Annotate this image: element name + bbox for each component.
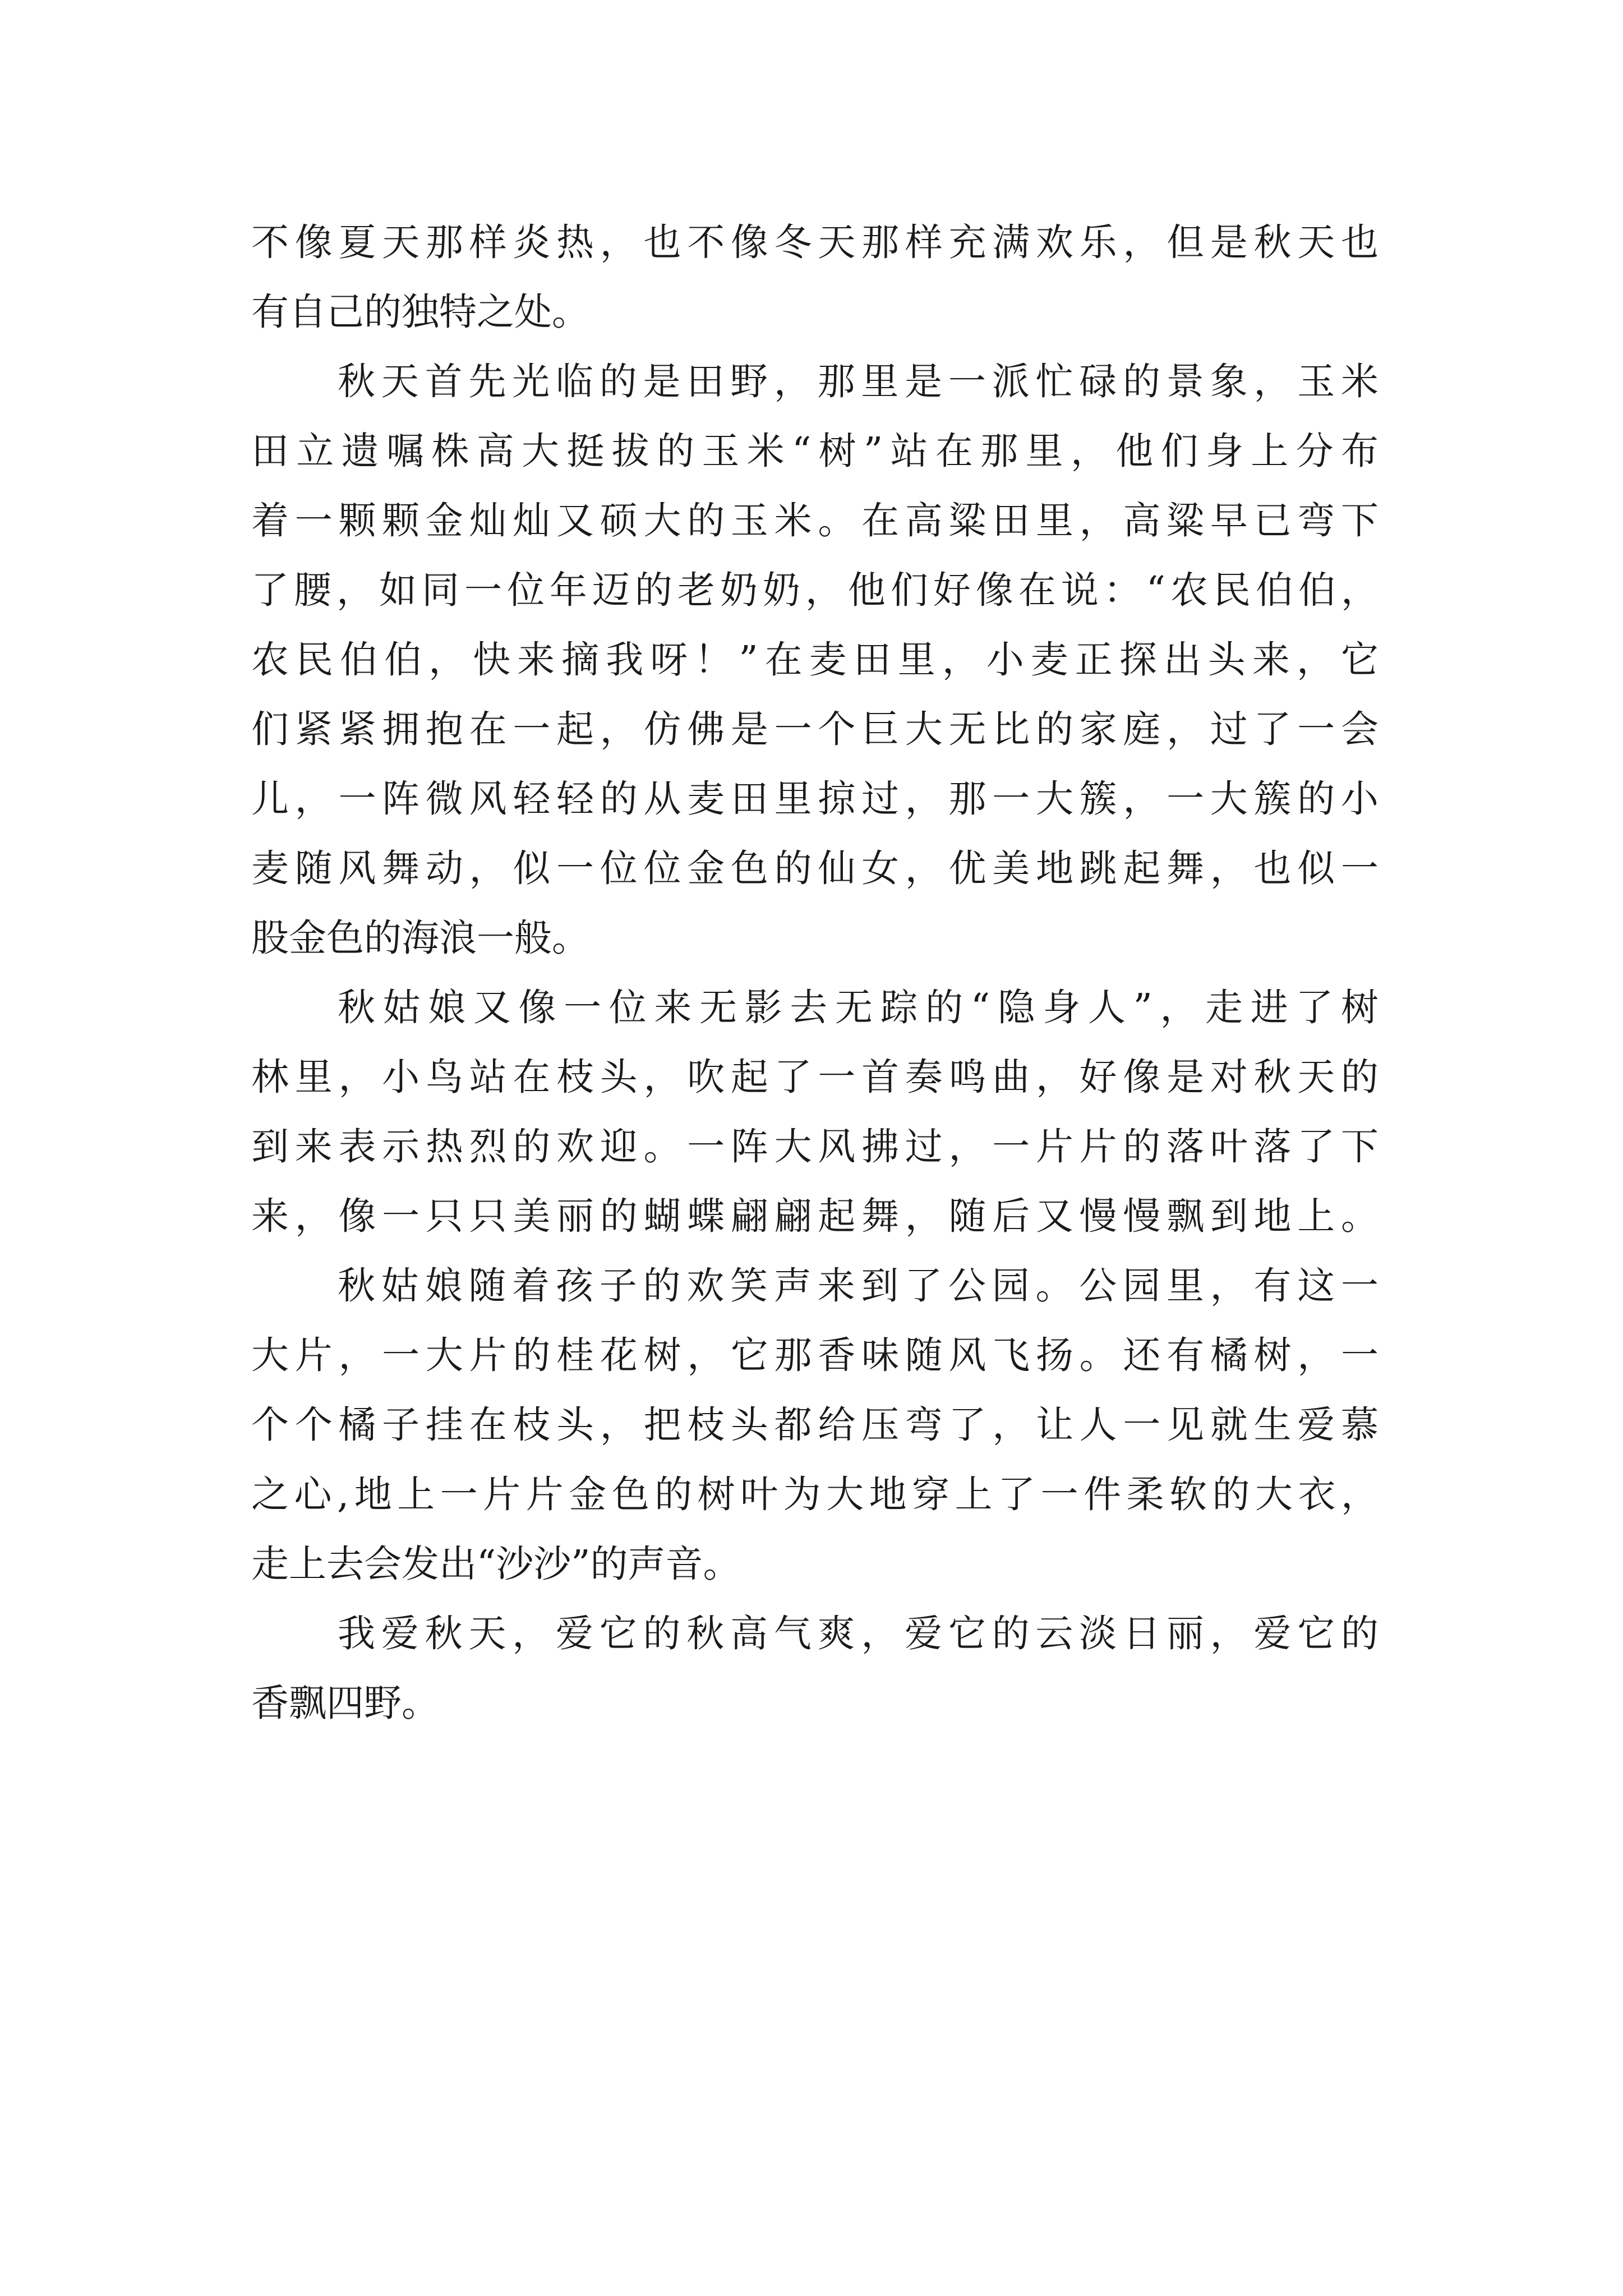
text-line: 有自己的独特之处。 [251, 290, 589, 334]
paragraph-4 [251, 1251, 1378, 1599]
text-line: 到来表示热烈的欢迎。一阵大风拂过，一片片的落叶落了下 [251, 1125, 1378, 1168]
text-line: 麦随风舞动，似一位位金色的仙女，优美地跳起舞，也似一 [251, 846, 1378, 890]
text-line: 大片，一大片的桂花树，它那香味随风飞扬。还有橘树，一 [251, 1333, 1378, 1377]
text-line: 们紧紧拥抱在一起，仿佛是一个巨大无比的家庭，过了一会 [251, 707, 1378, 751]
text-line: 我爱秋天，爱它的秋高气爽，爱它的云淡日丽，爱它的 [338, 1612, 1378, 1655]
text-line: 来，像一只只美丽的蝴蝶翩翩起舞，随后又慢慢飘到地上。 [251, 1194, 1378, 1238]
paragraph-2 [251, 347, 1378, 973]
paragraph-5 [251, 1599, 1378, 1738]
text-line: 秋天首先光临的是田野，那里是一派忙碌的景象，玉米 [338, 360, 1378, 403]
text-line: 之心,地上一片片金色的树叶为大地穿上了一件柔软的大衣， [251, 1473, 1378, 1516]
text-line: 香飘四野。 [251, 1681, 439, 1725]
text-line: 个个橘子挂在枝头，把枝头都给压弯了，让人一见就生爱慕 [251, 1403, 1378, 1447]
text-line: 着一颗颗金灿灿又硕大的玉米。在高粱田里，高粱早已弯下 [251, 499, 1378, 542]
text-line: 股金色的海浪一般。 [251, 916, 589, 960]
text-line: 了腰，如同一位年迈的老奶奶，他们好像在说：“农民伯伯， [251, 568, 1378, 612]
paragraph-1 [251, 208, 1378, 347]
text-line: 田立遗嘱株高大挺拔的玉米“树”站在那里，他们身上分布 [251, 429, 1378, 473]
text-line: 走上去会发出“沙沙”的声音。 [251, 1542, 741, 1586]
text-line: 农民伯伯，快来摘我呀！”在麦田里，小麦正探出头来，它 [251, 638, 1378, 682]
text-line: 不像夏天那样炎热，也不像冬天那样充满欢乐，但是秋天也 [251, 220, 1378, 264]
paragraph-3 [251, 973, 1378, 1251]
text-line: 秋姑娘随着孩子的欢笑声来到了公园。公园里，有这一 [338, 1264, 1378, 1308]
text-line: 林里，小鸟站在枝头，吹起了一首奏鸣曲，好像是对秋天的 [251, 1055, 1378, 1099]
text-line: 秋姑娘又像一位来无影去无踪的“隐身人”，走进了树 [338, 986, 1378, 1029]
essay-body [251, 208, 1378, 1738]
text-line: 儿，一阵微风轻轻的从麦田里掠过，那一大簇，一大簇的小 [251, 777, 1378, 821]
